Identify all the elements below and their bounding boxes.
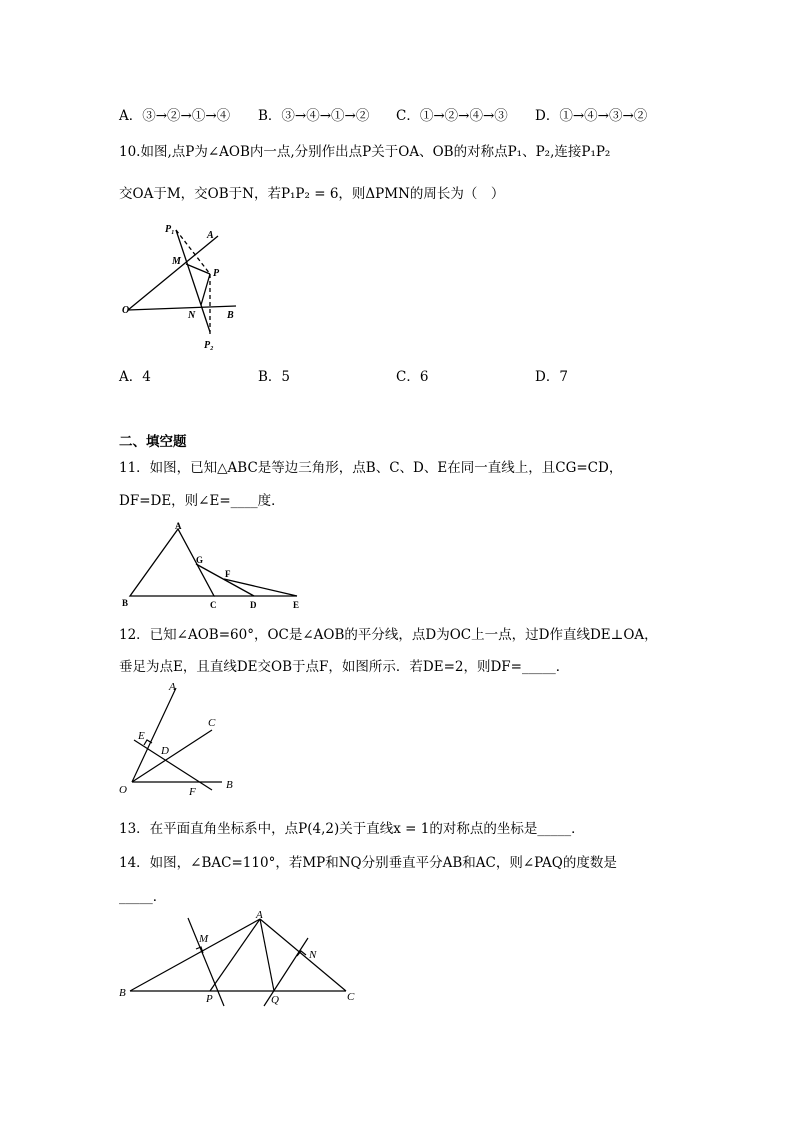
label-a: A (169, 681, 176, 693)
label-e: E (138, 730, 145, 742)
q14-question-line2: _____． (119, 889, 167, 905)
q14-question-line1: 14．如图，∠BAC=110°，若MP和NQ分别垂直平分AB和AC，则∠PAQ的度数是 (119, 855, 617, 871)
q10-option-a: A．4 (119, 369, 151, 385)
segment-ap (210, 919, 260, 991)
label-p: P (213, 268, 220, 279)
label-m: M (172, 256, 181, 267)
q10-option-c: C．6 (396, 369, 429, 385)
label-c: C (210, 600, 217, 610)
q10-option-b: B．5 (258, 369, 291, 385)
q11-question-line1: 11．如图，已知△ABC是等边三角形，点B、C、D、E在同一直线上，且CG=CD， (119, 460, 623, 476)
label-f: F (225, 569, 231, 579)
q9-option-c: C．①→②→④→③ (396, 108, 508, 124)
q9-option-d: D．①→④→③→② (535, 108, 648, 124)
label-p: P (206, 993, 213, 1005)
label-b: B (226, 779, 233, 791)
q11-figure (118, 522, 303, 610)
label-d: D (161, 745, 169, 757)
label-o: O (122, 305, 130, 316)
label-q: Q (271, 994, 279, 1006)
q13-question: 13．在平面直角坐标系中，点P(4,2)关于直线x = 1的对称点的坐标是_____． (119, 821, 585, 837)
label-p1: P₁ (165, 224, 175, 235)
label-b: B (227, 310, 234, 321)
q9-option-a: A．③→②→①→④ (119, 108, 231, 124)
label-b: B (119, 987, 126, 999)
label-a: A (175, 522, 182, 531)
q10-option-d: D．7 (535, 369, 568, 385)
segment-ab (130, 919, 260, 991)
ray-oa (128, 236, 218, 310)
q12-question-line1: 12．已知∠AOB=60°，OC是∠AOB的平分线，点D为OC上一点，过D作直线DE⊥OA， (119, 627, 658, 643)
label-f: F (189, 786, 196, 798)
label-c: C (208, 717, 216, 729)
ray-ob (128, 306, 236, 310)
label-p2: P₂ (204, 340, 214, 351)
label-d: D (250, 600, 257, 610)
segment-pn (201, 274, 210, 305)
q12-question-line2: 垂足为点E，且直线DE交OB于点F，如图所示．若DE=2，则DF=_____． (119, 659, 570, 675)
segment-ac (260, 919, 346, 991)
label-n: N (188, 310, 196, 321)
q10-figure (118, 218, 248, 353)
label-b: B (122, 598, 129, 608)
label-a: A (256, 909, 263, 921)
q9-option-b: B．③→④→①→② (258, 108, 370, 124)
label-a: A (207, 230, 214, 241)
q11-question-line2: DF=DE，则∠E=____度． (119, 493, 285, 509)
q10-question-line1: 10.如图,点P为∠AOB内一点,分别作出点P关于OA、OB的对称点P₁、P₂,连接P₁P₂ (119, 144, 611, 160)
label-o: O (119, 784, 127, 796)
label-c: C (347, 991, 355, 1003)
label-n: N (309, 949, 317, 961)
q12-figure (116, 678, 248, 798)
label-m: M (199, 933, 209, 945)
segment-aq (260, 919, 274, 991)
label-g: G (196, 555, 204, 565)
label-e: E (293, 600, 300, 610)
segment-fe (224, 579, 297, 596)
q10-question-line2: 交OA于M，交OB于N，若P₁P₂ = 6，则ΔPMN的周长为（ ） (119, 186, 505, 202)
q14-figure (118, 906, 358, 1014)
section-title: 二、填空题 (119, 434, 187, 450)
